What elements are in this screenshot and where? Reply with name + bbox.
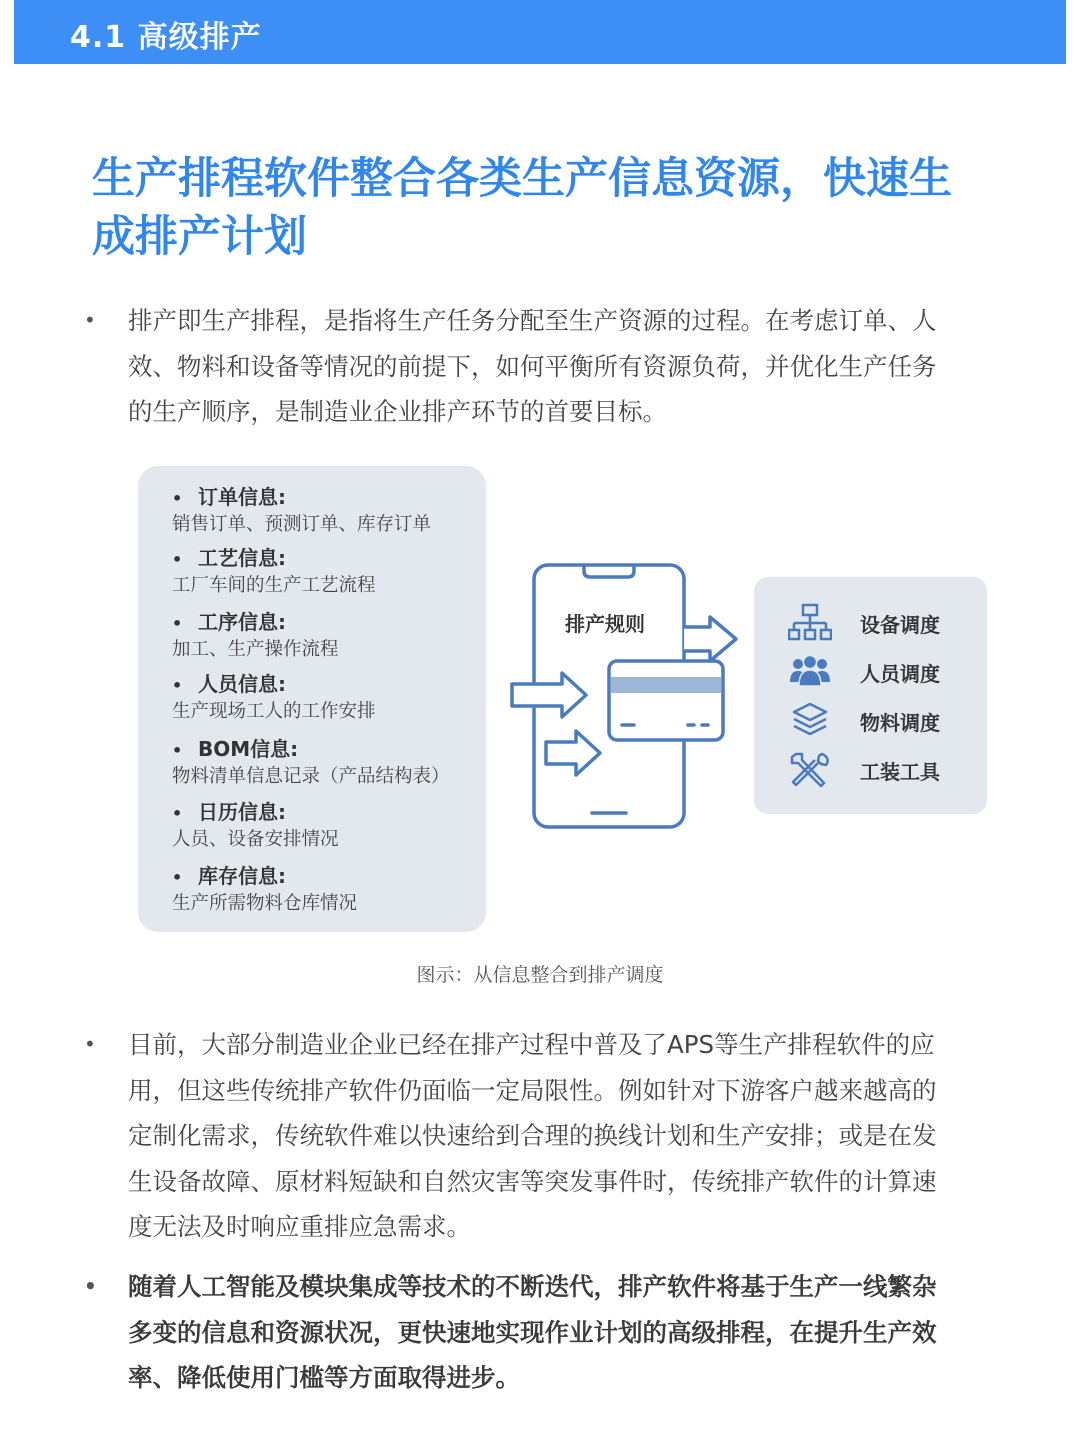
paragraph-line: 随着人工智能及模块集成等技术的不断迭代，排产软件将基于生产一线繁杂 [128,1272,937,1301]
bullet-dot: • [84,1274,97,1298]
phone-label: 排产规则 [565,612,645,636]
info-desc: 工厂车间的生产工艺流程 [172,575,376,596]
paragraph-line: 生设备故障、原材料短缺和自然灾害等突发事件时，传统排产软件的计算速 [128,1166,937,1196]
info-title: 人员信息: [198,672,286,696]
paragraph-line: 定制化需求，传统软件难以快速给到合理的换线计划和生产安排；或是在发 [128,1121,937,1150]
info-title: 工艺信息: [198,546,286,570]
result-label: 人员调度 [860,662,940,686]
header-bar [14,0,1066,64]
layers-icon [788,701,832,741]
info-title: 库存信息: [198,864,286,888]
scheduling-phone-graphic [500,555,750,840]
bullet-dot: • [172,614,183,633]
bullet-dot: • [172,489,183,508]
info-item [172,863,357,917]
result-item [754,746,987,792]
bullet-dot: • [172,868,183,887]
result-label: 设备调度 [860,613,940,637]
paragraph-line: 排产即生产排程，是指将生产任务分配至生产资源的过程。在考虑订单、人 [128,306,937,335]
org-chart-icon [788,603,832,643]
paragraph-line: 度无法及时响应重排应急需求。 [128,1212,471,1241]
page-title-line: 生产排程软件整合各类生产信息资源，快速生 [92,154,952,204]
bullet-dot: • [172,550,183,569]
info-desc: 生产所需物料仓库情况 [172,893,358,914]
info-desc: 销售订单、预测订单、库存订单 [172,514,432,535]
info-title: BOM信息: [198,737,299,761]
result-label: 工装工具 [860,760,940,784]
paragraph-line: 用，但这些传统排产软件仍面临一定局限性。例如针对下游客户越来越高的 [128,1075,937,1105]
arrow-right-icon [684,617,736,661]
page-title [92,150,1002,266]
card-stripe [611,677,721,693]
bullet-dot: • [172,804,183,823]
info-item [172,484,431,538]
figure-caption: 图示：从信息整合到排产调度 [416,964,664,986]
paragraph-line: 效、物料和设备等情况的前提下，如何平衡所有资源负荷，并优化生产任务 [128,351,937,381]
page-title-line: 成排产计划 [92,212,307,262]
bullet-dot: • [172,741,183,760]
result-item [754,697,987,743]
info-desc: 生产现场工人的工作安排 [172,701,376,722]
paragraph-line: 率、降低使用门槛等方面取得进步。 [128,1363,520,1392]
people-icon [788,652,832,692]
info-title: 订单信息: [198,485,286,509]
info-item [172,799,339,853]
info-desc: 物料清单信息记录（产品结构表） [172,766,450,787]
info-sources-panel [138,466,486,932]
result-item [754,599,987,645]
bullet-dot: • [84,308,96,332]
info-title: 日历信息: [198,800,286,824]
paragraph-line: 多变的信息和资源状况，更快速地实现作业计划的高级排程，在提升生产效 [128,1317,937,1347]
info-desc: 加工、生产操作流程 [172,639,339,660]
info-item [172,545,376,599]
bullet-dot: • [172,676,183,695]
tools-icon [788,750,832,790]
paragraph-line: 的生产顺序，是制造业企业排产环节的首要目标。 [128,397,667,426]
info-title: 工序信息: [198,610,286,634]
info-item [172,671,376,725]
info-item [172,609,339,663]
paragraph-line: 目前，大部分制造业企业已经在排产过程中普及了APS等生产排程软件的应 [128,1030,935,1059]
info-desc: 人员、设备安排情况 [172,829,339,850]
info-item [172,736,450,790]
result-label: 物料调度 [860,711,940,735]
scheduling-results-panel [754,577,987,814]
bullet-dot: • [84,1032,96,1056]
result-item [754,648,987,694]
card-icon [609,661,723,740]
section-title: 4.1 高级排产 [70,20,262,55]
